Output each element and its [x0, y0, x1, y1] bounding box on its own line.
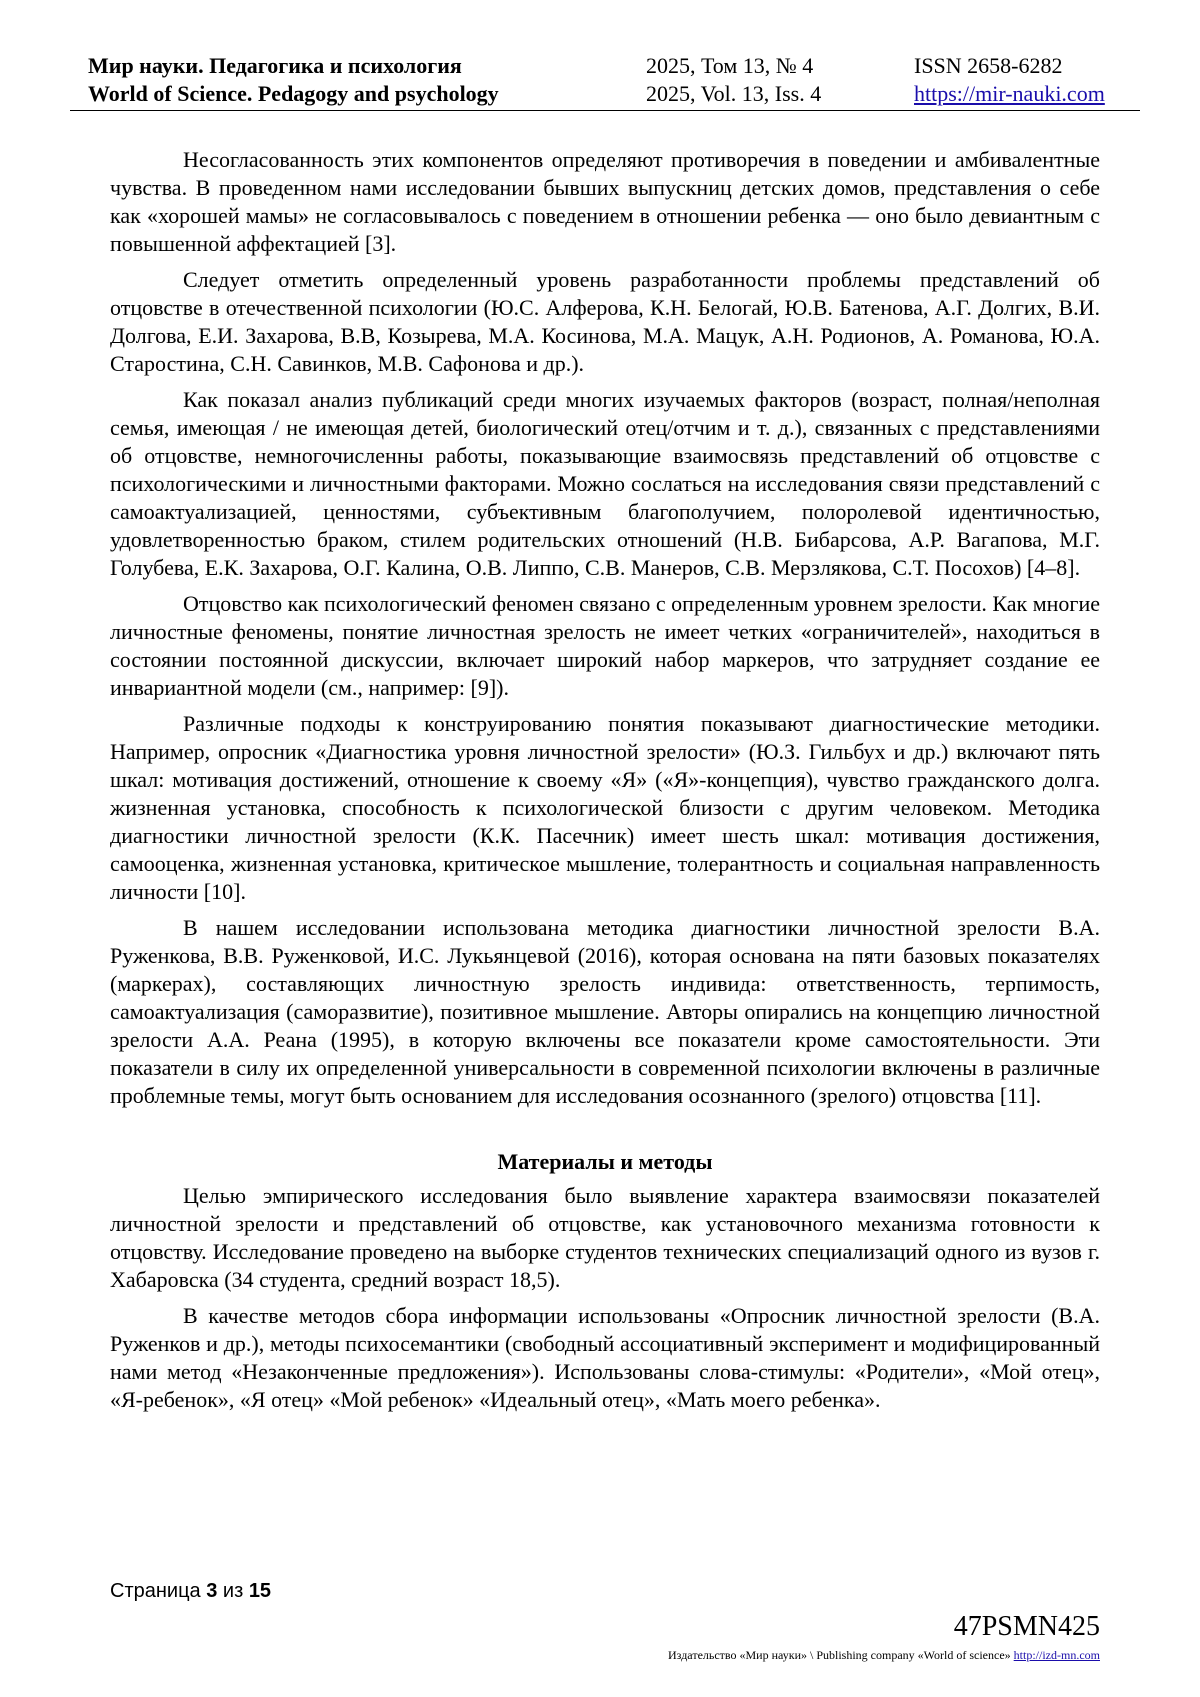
page-current: 3: [206, 1580, 218, 1602]
section-heading-materials-methods: Материалы и методы: [497, 1149, 713, 1174]
section-paragraph-2: В качестве методов сбора информации использованы «Опросник личностной зрелости (В.А. Руженков и др.), методы психосемантики (свободный ассоциативный эксперимент и модифицированный нами метод «Незаконченные предложения»). Использованы слова-стимулы: «Родители», «Мой отец», «Я-ребенок», «Я отец» «Мой ребенок» «Идеальный отец», «Мать моего ребенка».: [110, 1303, 1100, 1412]
website-link[interactable]: https://mir-nauki.com: [914, 81, 1105, 106]
paragraph-3: Как показал анализ публикаций среди многих изучаемых факторов (возраст, полная/неполная семья, имеющая / не имеющая детей, биологический отец/отчим и т. д.), связанных с представлениями об отцовстве, немногочисленны работы, показывающие взаимосвязь представлений об отцовстве с психологическими и личностными факторами. Можно сослаться на исследования связи представлений с самоактуализацией, ценностями, субъективным благополучием, полоролевой идентичностью, удовлетворенностью браком, стилем родительских отношений (Н.В. Бибарсова, А.Р. Вагапова, М.Г. Голубева, Е.К. Захарова, О.Г. Калина, О.В. Липпо, С.В. Манеров, С.В. Мерзлякова, С.Т. Посохов) [4–8].: [110, 387, 1100, 580]
issn-block: [914, 52, 1105, 108]
publisher-text: Издательство «Мир науки» \ Publishing company «World of science»: [668, 1648, 1011, 1662]
journal-title-block: [88, 52, 499, 108]
paragraph-2: Следует отметить определенный уровень разработанности проблемы представлений об отцовстве в отечественной психологии (Ю.С. Алферова, К.Н. Белогай, Ю.В. Батенова, А.Г. Долгих, В.И. Долгова, Е.И. Захарова, В.В, Козырева, М.А. Косинова, М.А. Мацук, А.Н. Родионов, А. Романова, Ю.А. Старостина, С.Н. Савинков, М.В. Сафонова и др.).: [110, 267, 1100, 376]
issue-ru: 2025, Том 13, № 4: [646, 53, 814, 78]
issue-en: 2025, Vol. 13, Iss. 4: [646, 81, 822, 106]
section-paragraph-1: Целью эмпирического исследования было выявление характера взаимосвязи показателей личностной зрелости и представлений об отцовстве, как установочного механизма готовности к отцовству. Исследование проведено на выборке студентов технических специализаций одного из вузов г. Хабаровска (34 студента, средний возраст 18,5).: [110, 1183, 1100, 1292]
publisher-line: [668, 1648, 1100, 1663]
paragraph-6: В нашем исследовании использована методика диагностики личностной зрелости В.А. Руженкова, В.В. Руженковой, И.С. Лукьянцевой (2016), которая основана на пяти базовых показателях (маркерах), составляющих личностную зрелость индивида: ответственность, терпимость, самоактуализация (саморазвитие), позитивное мышление. Авторы опирались на концепцию личностной зрелости А.А. Реана (1995), в которую включены все показатели кроме самостоятельности. Эти показатели в силу их определенной универсальности в современной психологии включены в различные проблемные темы, могут быть основанием для исследования осознанного (зрелого) отцовства [11].: [110, 915, 1100, 1108]
publisher-link[interactable]: http://izd-mn.com: [1013, 1648, 1100, 1662]
page-total: 15: [248, 1580, 272, 1602]
paragraph-5: Различные подходы к конструированию понятия показывают диагностические методики. Например, опросник «Диагностика уровня личностной зрелости» (Ю.З. Гильбух и др.) включают пять шкал: мотивация достижений, отношение к своему «Я» («Я»-концепция), чувство гражданского долга. жизненная установка, способность к психологической близости с другим человеком. Методика диагностики личностной зрелости (К.К. Пасечник) имеет шесть шкал: мотивация достижения, самооценка, жизненная установка, критическое мышление, толерантность и социальная направленность личности [10].: [110, 711, 1100, 904]
page-label: Страница: [110, 1580, 201, 1602]
running-header: [70, 50, 1140, 111]
document-code: 47PSMN425: [953, 1611, 1100, 1642]
journal-title-ru: Мир науки. Педагогика и психология: [88, 53, 462, 78]
page-number: [110, 1580, 271, 1603]
page-of: из: [222, 1580, 244, 1602]
issue-block: [646, 52, 821, 108]
issn: ISSN 2658-6282: [914, 53, 1063, 78]
article-body: [110, 146, 1100, 1422]
paragraph-4: Отцовство как психологический феномен связано с определенным уровнем зрелости. Как многие личностные феномены, понятие личностная зрелость не имеет четких «ограничителей», находиться в состоянии постоянной дискуссии, включает широкий набор маркеров, что затрудняет создание ее инвариантной модели (см., например: [9]).: [110, 591, 1100, 700]
journal-title-en: World of Science. Pedagogy and psychology: [88, 81, 499, 106]
paragraph-1: Несогласованность этих компонентов определяют противоречия в поведении и амбивалентные чувства. В проведенном нами исследовании бывших выпускниц детских домов, представления о себе как «хорошей мамы» не согласовывалось с поведением в отношении ребенка — оно было девиантным с повышенной аффектацией [3].: [110, 147, 1100, 256]
